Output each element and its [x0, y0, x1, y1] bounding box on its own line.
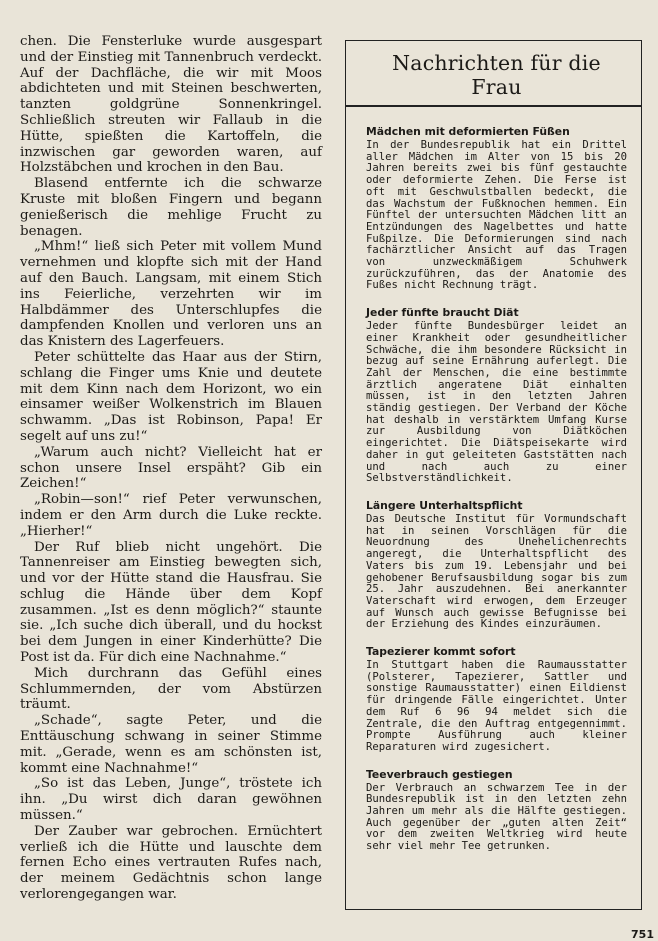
story-paragraph: Blasend entfernte ich die schwarze Kruste mit bloßen Fingern und begann genießerisch die mehlige Frucht zu benagen.	[20, 176, 322, 239]
article-heading: Längere Unterhaltspflicht	[366, 498, 523, 512]
story-paragraph: „Warum auch nicht? Vielleicht hat er schon unsere Insel erspäht? Gib ein Zeichen!“	[20, 444, 322, 492]
news-article	[366, 125, 627, 292]
article-text: Der Verbrauch an schwarzem Tee in der Bundesrepublik ist in den letzten zehn Jahren um mehr als die Hälfte gestiegen. Auch gegenüber der „guten alten Zeit“ vor dem zweiten Weltkrieg wird heute sehr viel mehr Tee getrunken.	[366, 781, 627, 853]
story-paragraph: Der Ruf blieb nicht ungehört. Die Tannenreiser am Einstieg bewegten sich, und vor der Hütte stand die Hausfrau. Sie schlug die Hände über dem Kopf zusammen. „Ist es denn möglich?“ staunte sie. „Ich suche dich überall, und du hockst bei dem Jungen in einer Kinderhütte? Die Post ist da. Für dich eine Nachnahme.“	[20, 539, 322, 666]
article-heading: Tapezierer kommt sofort	[366, 645, 516, 659]
article-text: Jeder fünfte Bundesbürger leidet an einer Krankheit oder gesundheitlicher Schwäche, die ihm besondere Rücksicht in bezug auf seine Ernährung auferlegt. Die Zahl der Menschen, die eine bestimmte ärztlich angeratene Diät einhalten müssen, ist in den letzten Jahren ständig gestiegen. Der Verband der Köche hat deshalb in verstärktem Umfang Kurse zur Ausbildung von Diätköchen eingerichtet. Die Diätspeisekarte wird daher in gut geleiteten Gaststätten nach und nach auch zu einer Selbstverständlichkeit.	[366, 320, 627, 485]
article-heading: Jeder fünfte braucht Diät	[366, 306, 519, 320]
news-sidebar-box	[345, 40, 642, 910]
page-number: 751	[631, 928, 654, 941]
story-column	[20, 34, 322, 903]
sidebar-title: Nachrichten für die Frau	[392, 51, 601, 99]
article-text: In der Bundesrepublik hat ein Drittel aller Mädchen im Alter von 15 bis 20 Jahren bereits zwei bis fünf gestauchte oder deformierte Zehen. Die Ferse ist oft mit Geschwulstballen bedeckt, die das Wachstum der Fußknochen hemmen. Ein Fünftel der untersuchten Mädchen litt an Entzündungen des Nagelbettes und hatte Fußpilze. Die Deformierungen sind nach fachärztlicher Ansicht auf das Tragen von unzweckmäßigem Schuhwerk zurückzuführen, das der Anatomie des Fußes nicht Rechnung trägt.	[366, 139, 627, 292]
story-paragraph: Peter schüttelte das Haar aus der Stirn, schlang die Finger ums Knie und deutete mit dem Kinn nach dem Horizont, wo ein einsamer weißer Wolkenstrich im Blauen schwamm. „Das ist Robinson, Papa! Er segelt auf uns zu!“	[20, 349, 322, 444]
story-paragraph: chen. Die Fensterluke wurde ausgespart und der Einstieg mit Tannenbruch verdeckt. Auf der Dachfläche, die wir mit Moos abdichteten und mit Steinen beschwerten, tanzten goldgrüne Sonnenkringel. Schließlich streuten wir Fallaub in die Hütte, spießten die Kartoffeln, die inzwischen gar geworden waren, auf Holzstäbchen und krochen in den Bau.	[20, 34, 322, 176]
story-paragraph: „Mhm!“ ließ sich Peter mit vollem Mund vernehmen und klopfte sich mit der Hand auf den Bauch. Langsam, mit einem Stich ins Feierliche, verzehrten wir im Halbdämmer des Unterschlupfes die dampfenden Knollen und verloren uns an das Knistern des Lagerfeuers.	[20, 239, 322, 350]
article-heading: Teeverbrauch gestiegen	[366, 767, 513, 781]
article-text: In Stuttgart haben die Raumausstatter (Polsterer, Tapezierer, Sattler und sonstige Raumausstatter) einen Eildienst für dringende Fälle eingerichtet. Unter dem Ruf 6 96 94 meldet sich die Zentrale, die den Auftrag entgegennimmt. Prompte Ausführung auch kleiner Reparaturen wird zugesichert.	[366, 659, 627, 753]
story-paragraph: Mich durchrann das Gefühl eines Schlummernden, der vom Abstürzen träumt.	[20, 665, 322, 713]
story-paragraph: „Schade“, sagte Peter, und die Enttäuschung schwang in seiner Stimme mit. „Gerade, wenn es am schönsten ist, kommt eine Nachnahme!“	[20, 713, 322, 776]
story-paragraph: Der Zauber war gebrochen. Ernüchtert verließ ich die Hütte und lauschte dem fernen Echo eines vertrauten Rufes nach, der meinem Gedächtnis schon lange verlorengegangen war.	[20, 823, 322, 903]
story-paragraph: „So ist das Leben, Junge“, tröstete ich ihn. „Du wirst dich daran gewöhnen müssen.“	[20, 776, 322, 824]
news-article	[366, 645, 627, 754]
news-article	[366, 499, 627, 631]
title-divider	[346, 105, 641, 107]
news-article	[366, 768, 627, 853]
news-article	[366, 306, 627, 485]
article-text: Das Deutsche Institut für Vormundschaft hat in seinen Vorschlägen für die Neuordnung des Unehelichenrechts angeregt, die Unterhaltspflicht des Vaters bis zum 19. Lebensjahr und bei gehobener Berufsausbildung sogar bis zum 25. Jahr auszudehnen. Bei anerkannter Vaterschaft wird erwogen, dem Erzeuger auf Wunsch auch gewisse Befugnisse bei der Erziehung des Kindes einzuräumen.	[366, 512, 627, 631]
article-heading: Mädchen mit deformierten Füßen	[366, 125, 570, 138]
story-paragraph: „Robin—son!“ rief Peter verwunschen, indem er den Arm durch die Luke reckte. „Hierher!“	[20, 492, 322, 539]
